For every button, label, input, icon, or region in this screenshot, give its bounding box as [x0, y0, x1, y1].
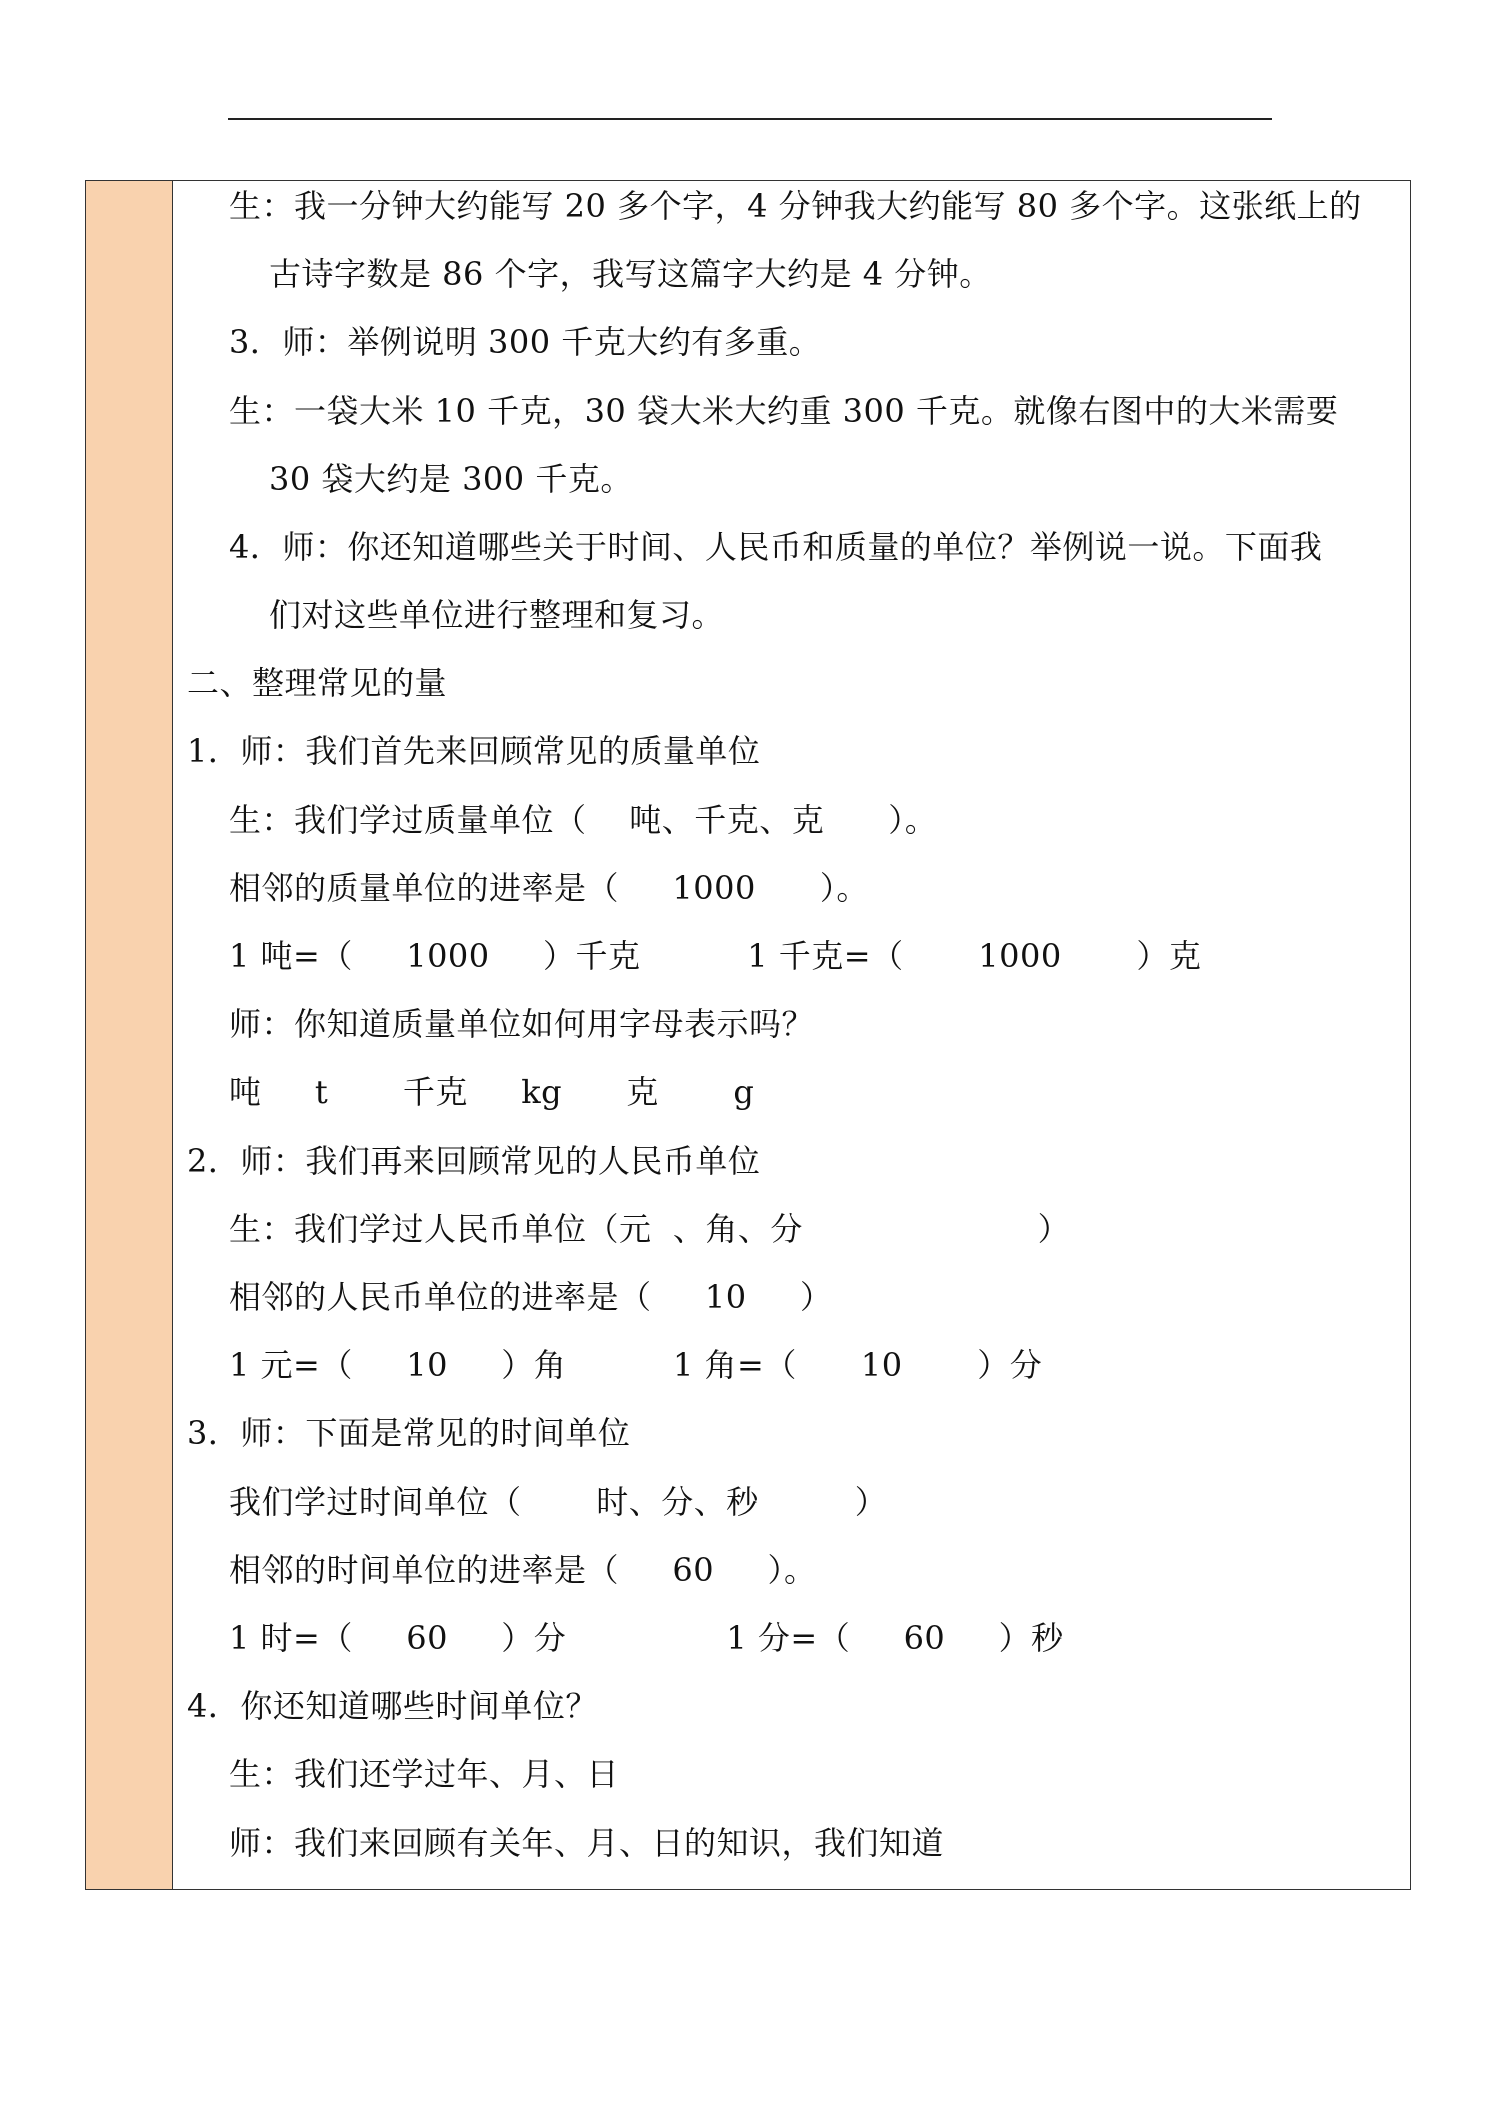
text-line: 4．师：你还知道哪些关于时间、人民币和质量的单位？举例说一说。下面我: [229, 528, 1323, 566]
text-line: 相邻的时间单位的进率是（ 60 ）。: [229, 1551, 817, 1589]
text-line: 生：我们学过质量单位（ 吨、千克、克 ）。: [229, 801, 938, 839]
header-rule: [228, 118, 1272, 120]
section-heading: 二、整理常见的量: [187, 664, 448, 702]
text-line: 师：你知道质量单位如何用字母表示吗？: [229, 1005, 815, 1043]
text-line: 生：我们还学过年、月、日: [229, 1755, 620, 1793]
text-line: 我们学过时间单位（ 时、分、秒 ）: [229, 1483, 888, 1521]
text-line: 相邻的质量单位的进率是（ 1000 ）。: [229, 869, 869, 907]
text-line: 30 袋大约是 300 千克。: [269, 460, 633, 498]
text-line: 生：一袋大米 10 千克，30 袋大米大约重 300 千克。就像右图中的大米需要: [229, 392, 1339, 430]
lesson-table: [85, 180, 1411, 1890]
text-line: 4．你还知道哪些时间单位？: [187, 1687, 598, 1725]
text-line: 1 吨=（ 1000 ）千克 1 千克=（ 1000 ）克: [229, 937, 1202, 975]
text-line: 古诗字数是 86 个字，我写这篇字大约是 4 分钟。: [269, 255, 992, 293]
text-line: 师：我们来回顾有关年、月、日的知识，我们知道: [229, 1824, 945, 1862]
text-line: 3．师：下面是常见的时间单位: [187, 1414, 631, 1452]
text-line: 3．师：举例说明 300 千克大约有多重。: [229, 323, 822, 361]
lesson-content: [173, 181, 1410, 1889]
text-line: 1 元=（ 10 ）角 1 角=（ 10 ）分: [229, 1346, 1043, 1384]
text-line: 1．师：我们首先来回顾常见的质量单位: [187, 732, 761, 770]
text-line: 生：我们学过人民币单位（元 、角、分 ）: [229, 1210, 1071, 1248]
side-column: [86, 181, 173, 1889]
text-line: 们对这些单位进行整理和复习。: [269, 596, 725, 634]
text-line: 1 时=（ 60 ）分 1 分=（ 60 ）秒: [229, 1619, 1064, 1657]
text-line: 2．师：我们再来回顾常见的人民币单位: [187, 1142, 761, 1180]
text-line: 吨 t 千克 kg 克 g: [229, 1073, 755, 1111]
text-line: 生：我一分钟大约能写 20 多个字，4 分钟我大约能写 80 多个字。这张纸上的: [229, 187, 1362, 225]
text-line: 相邻的人民币单位的进率是（ 10 ）: [229, 1278, 833, 1316]
